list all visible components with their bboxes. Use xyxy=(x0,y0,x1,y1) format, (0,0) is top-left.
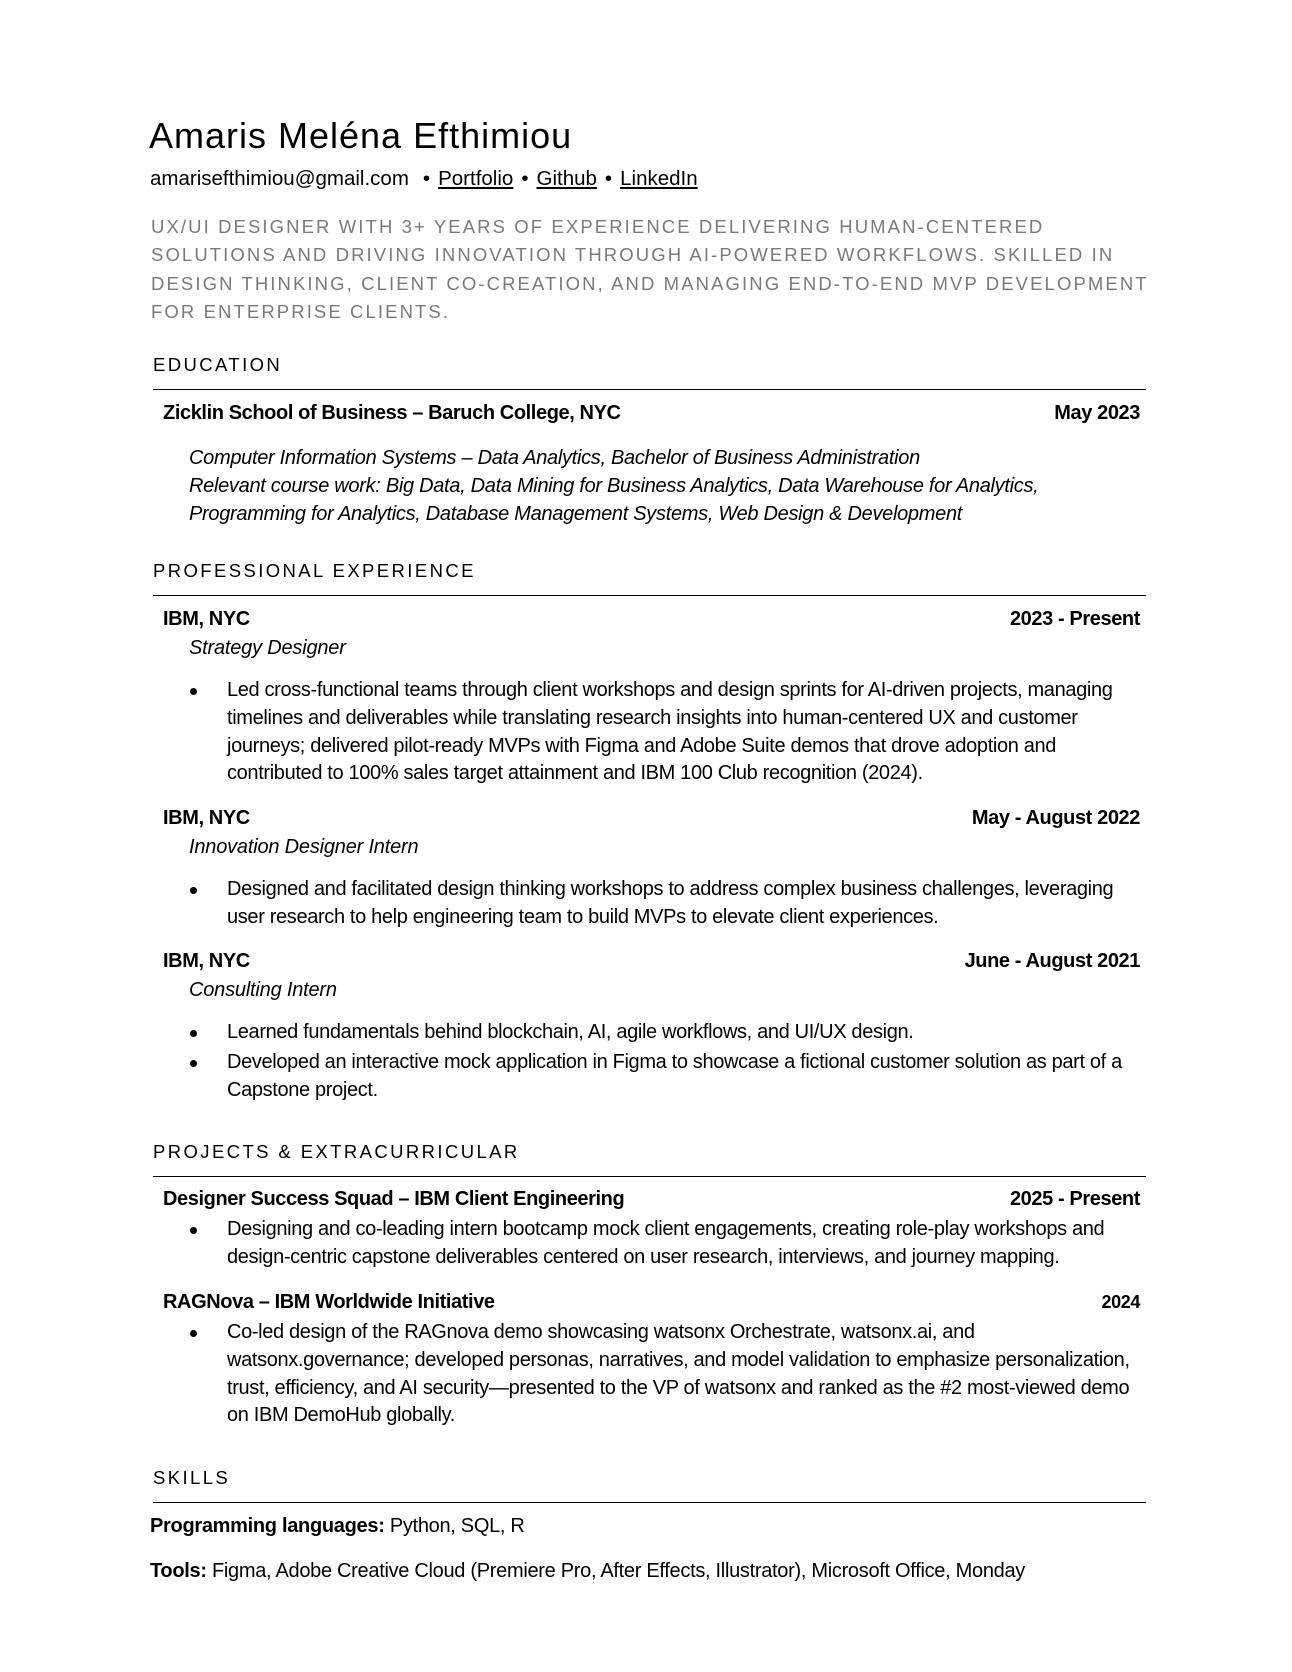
bullet-text: Developed an interactive mock application in Figma to showcase a fictional customer solution as part of a Capstone project. xyxy=(227,1050,1122,1101)
projects-heading: PROJECTS & EXTRACURRICULAR xyxy=(153,1141,520,1162)
bullet-icon xyxy=(190,887,197,894)
project-bullets xyxy=(190,1216,1150,1272)
job-title: Innovation Designer Intern xyxy=(189,836,419,858)
candidate-name: Amaris Meléna Efthimiou xyxy=(149,115,573,156)
job-date: 2023 - Present xyxy=(1009,608,1140,630)
bullet-icon xyxy=(190,1060,197,1067)
company: IBM, NYC xyxy=(163,807,250,829)
divider xyxy=(153,1176,1146,1177)
programming-value: Python, SQL, R xyxy=(384,1515,525,1537)
bullet-item xyxy=(190,1216,1150,1272)
bullet-text: Designed and facilitated design thinking workshops to address complex business challenges, leveraging user research to help engineering team to build MVPs to elevate client experiences. xyxy=(227,878,1114,928)
bullet-text: Co-led design of the RAGnova demo showcasing watsonx Orchestrate, watsonx.ai, and watsonx.governance; developed personas, narratives, and model validation to emphasize personalization, trust, efficiency, and AI security—presented to the VP of watsonx and ranked as the #2 most-viewed demo on IBM DemoHub globally. xyxy=(227,1321,1130,1427)
project-name: Designer Success Squad – IBM Client Engineering xyxy=(163,1188,625,1210)
contact-line xyxy=(150,165,698,193)
job-row xyxy=(163,804,1140,832)
bullet-text: Led cross-functional teams through client workshops and design sprints for AI-driven projects, managing timelines and deliverables while translating research insights into human-centered UX and customer journeys; delivered pilot-ready MVPs with Figma and Adobe Suite demos that drove adoption and contributed to 100% sales target attainment and IBM 100 Club recognition (2024). xyxy=(227,679,1113,785)
programming-skills xyxy=(150,1512,525,1540)
job-bullets xyxy=(190,677,1150,788)
separator: • xyxy=(604,167,613,190)
github-link[interactable]: Github xyxy=(536,167,597,190)
programming-label: Programming languages: xyxy=(150,1515,385,1537)
linkedin-link[interactable]: LinkedIn xyxy=(620,167,698,190)
coursework: Relevant course work: Big Data, Data Mining for Business Analytics, Data Warehouse for Analytics, xyxy=(189,475,1039,497)
education-row xyxy=(163,399,1140,427)
job-row xyxy=(163,947,1140,975)
coursework-continued: Programming for Analytics, Database Management Systems, Web Design & Development xyxy=(189,503,963,525)
skills-heading: SKILLS xyxy=(153,1467,231,1488)
bullet-text: Designing and co-leading intern bootcamp mock client engagements, creating role-play workshops and design-centric capstone deliverables centered on user research, interviews, and journey mapping. xyxy=(227,1218,1105,1268)
company: IBM, NYC xyxy=(163,950,250,972)
project-date: 2024 xyxy=(1101,1292,1140,1312)
job-row xyxy=(163,605,1140,633)
divider xyxy=(153,595,1146,596)
degree: Computer Information Systems – Data Analytics, Bachelor of Business Administration xyxy=(189,447,920,469)
job-title: Consulting Intern xyxy=(189,979,337,1001)
portfolio-link[interactable]: Portfolio xyxy=(438,167,514,190)
project-bullets xyxy=(190,1319,1150,1430)
project-row xyxy=(163,1288,1140,1316)
bullet-item xyxy=(190,1019,1150,1047)
job-date: June - August 2021 xyxy=(964,950,1140,972)
job-bullets xyxy=(190,876,1150,932)
project-date: 2025 - Present xyxy=(1009,1188,1140,1210)
job-title: Strategy Designer xyxy=(189,637,346,659)
project-name: RAGNova – IBM Worldwide Initiative xyxy=(163,1291,495,1313)
bullet-icon xyxy=(190,1330,197,1337)
separator: • xyxy=(422,167,431,190)
divider xyxy=(153,389,1146,390)
project-row xyxy=(163,1185,1140,1213)
bullet-icon xyxy=(190,1227,197,1234)
company: IBM, NYC xyxy=(163,608,250,630)
bullet-item xyxy=(190,1049,1150,1105)
job-date: May - August 2022 xyxy=(971,807,1140,829)
summary: UX/UI DESIGNER WITH 3+ YEARS OF EXPERIENCE DELIVERING HUMAN-CENTERED SOLUTIONS AND DRIVING INNOVATION THROUGH AI-POWERED WORKFLOWS. SKILLED IN DESIGN THINKING, CLIENT CO-CREATION, AND MANAGING END-TO-END MVP DEVELOPMENT FOR ENTERPRISE CLIENTS. xyxy=(151,216,1149,322)
bullet-icon xyxy=(190,688,197,695)
education-date: May 2023 xyxy=(1054,402,1140,424)
bullet-item xyxy=(190,1319,1150,1430)
education-details xyxy=(189,444,1129,528)
bullet-item xyxy=(190,677,1150,788)
bullet-text: Learned fundamentals behind blockchain, AI, agile workflows, and UI/UX design. xyxy=(227,1021,914,1043)
bullet-icon xyxy=(190,1030,197,1037)
education-heading: EDUCATION xyxy=(153,354,283,375)
divider xyxy=(153,1502,1146,1503)
school-name: Zicklin School of Business – Baruch College, NYC xyxy=(163,402,621,424)
separator: • xyxy=(521,167,529,190)
tools-value: Figma, Adobe Creative Cloud (Premiere Pro, After Effects, Illustrator), Microsoft Office, Monday xyxy=(206,1560,1025,1582)
tools-label: Tools: xyxy=(150,1560,207,1582)
bullet-item xyxy=(190,876,1150,932)
experience-heading: PROFESSIONAL EXPERIENCE xyxy=(153,560,476,581)
job-bullets xyxy=(190,1019,1150,1104)
email: amarisefthimiou@gmail.com xyxy=(150,167,409,190)
tools-skills xyxy=(150,1557,1025,1585)
